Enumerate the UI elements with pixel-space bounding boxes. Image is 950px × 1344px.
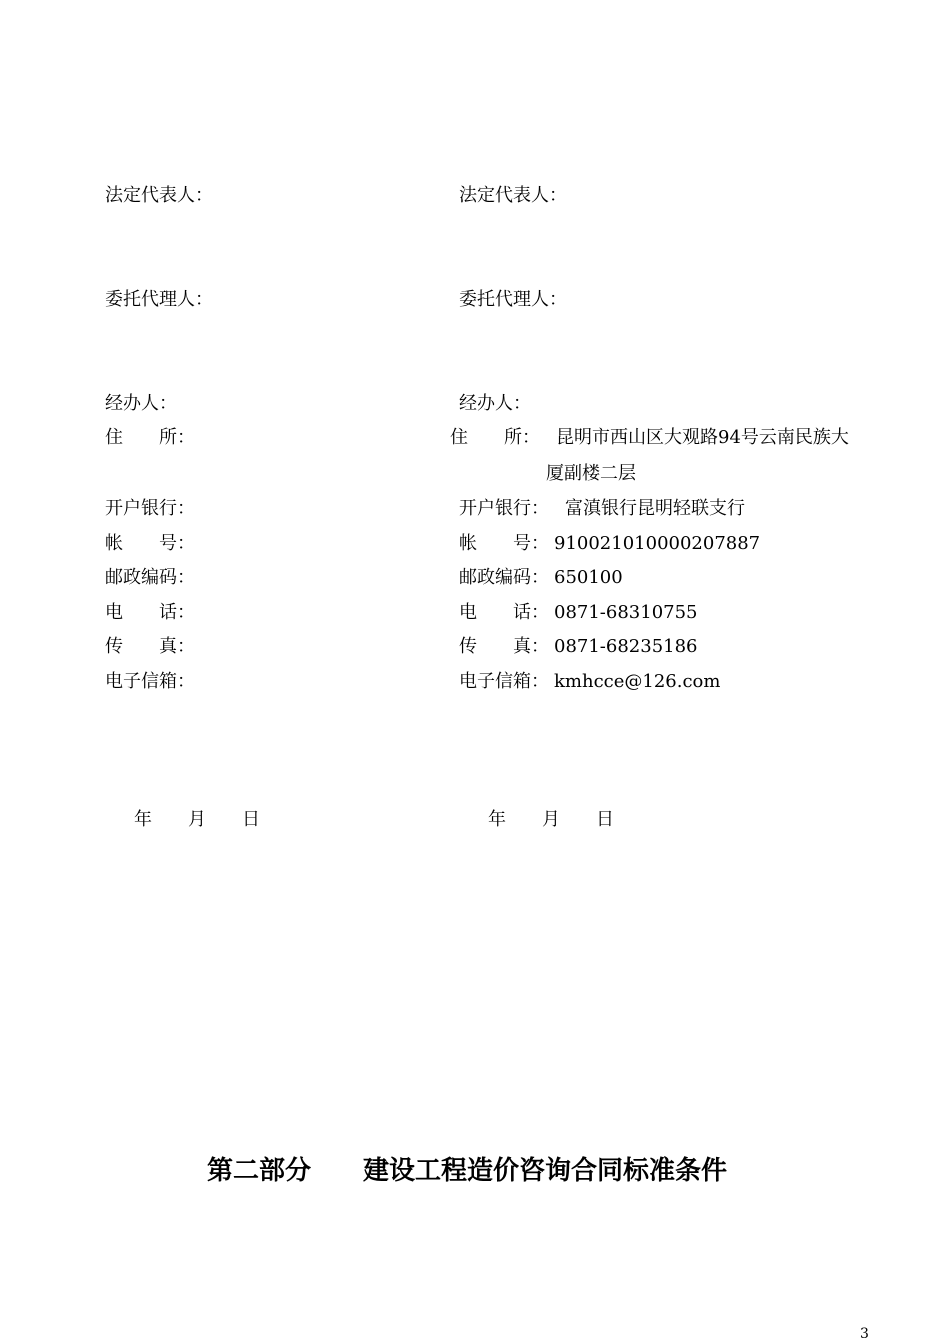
right-bank-value: 富滇银行昆明轻联支行 <box>565 498 745 519</box>
right-fax-label: 传 真： <box>459 636 549 657</box>
right-account-label: 帐 号： <box>459 533 549 554</box>
left-account-label: 帐 号： <box>105 533 195 554</box>
page-number: 3 <box>860 1326 869 1342</box>
left-date: 年 月 日 <box>134 809 260 830</box>
left-fax-label: 传 真： <box>105 636 195 657</box>
right-handler-label: 经办人： <box>459 393 531 414</box>
right-bank-label: 开户银行： <box>459 498 549 519</box>
right-address-label: 住 所： <box>450 427 540 448</box>
left-handler-label: 经办人： <box>105 393 177 414</box>
left-agent-label: 委托代理人： <box>105 289 213 310</box>
right-phone-label: 电 话： <box>459 602 549 623</box>
left-email-label: 电子信箱： <box>105 671 195 692</box>
right-legal-rep-label: 法定代表人： <box>459 185 567 206</box>
right-email-value: kmhcce@126.com <box>554 671 721 692</box>
right-account-value: 910021010000207887 <box>554 533 761 554</box>
right-agent-label: 委托代理人： <box>459 289 567 310</box>
left-phone-label: 电 话： <box>105 602 195 623</box>
right-email-label: 电子信箱： <box>459 671 549 692</box>
left-bank-label: 开户银行： <box>105 498 195 519</box>
section-heading: 第二部分 建设工程造价咨询合同标准条件 <box>207 1156 728 1186</box>
right-postal-value: 650100 <box>554 567 623 588</box>
right-address-line2: 厦副楼二层 <box>546 463 636 484</box>
left-postal-label: 邮政编码： <box>105 567 195 588</box>
right-phone-value: 0871-68310755 <box>554 602 698 623</box>
left-legal-rep-label: 法定代表人： <box>105 185 213 206</box>
right-address-line1: 昆明市西山区大观路94号云南民族大 <box>556 427 849 448</box>
left-address-label: 住 所： <box>105 427 195 448</box>
right-date: 年 月 日 <box>488 809 614 830</box>
right-fax-value: 0871-68235186 <box>554 636 698 657</box>
right-postal-label: 邮政编码： <box>459 567 549 588</box>
